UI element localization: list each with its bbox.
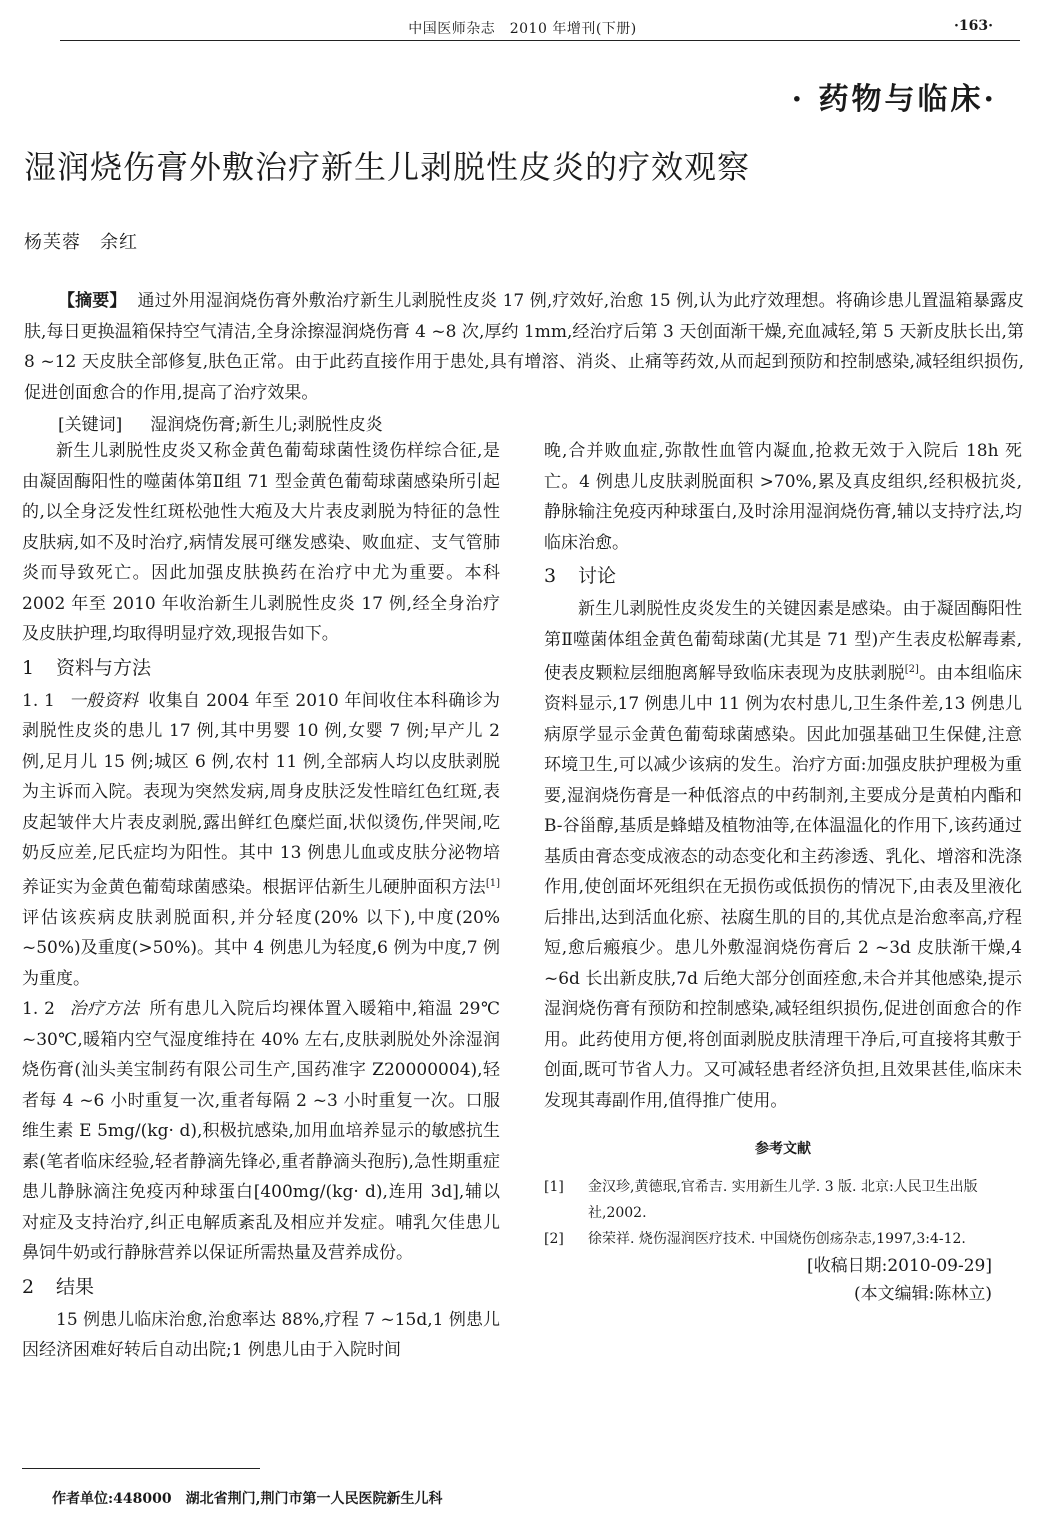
journal-header: 中国医师杂志 2010 年增刊(下册) — [408, 21, 637, 37]
section-2-title: 结果 — [56, 1275, 95, 1298]
page-number: ·163· — [954, 18, 993, 34]
section-1-1-label: 一般资料 — [68, 690, 139, 711]
section-3-text-a: 新生儿剥脱性皮炎发生的关键因素是感染。由于凝固酶阳性第Ⅱ噬菌体组金黄色葡萄球菌(尤其是 71 型)产生表皮松解毒素,使表皮颗粒层细胞离解导致临床表现为皮肤剥脱 — [544, 599, 1022, 684]
article-title: 湿润烧伤膏外敷治疗新生儿剥脱性皮炎的疗效观察 — [24, 148, 751, 186]
footer-rule — [22, 1468, 260, 1469]
section-1-title: 资料与方法 — [56, 656, 152, 679]
references-title: 参考文献 — [755, 1141, 811, 1158]
section-2-number: 2 — [22, 1275, 35, 1298]
section-2-paragraph-a: 15 例患儿临床治愈,治愈率达 88%,疗程 7 ~15d,1 例患儿因经济困难好转后自动出院;1 例患儿由于入院时间 — [22, 1309, 500, 1361]
section-1-2-label: 治疗方法 — [68, 999, 140, 1020]
section-3-text-b: 。由本组临床资料显示,17 例患儿中 11 例为农村患儿,卫生条件差,13 例患儿病原学显示金黄色葡萄球菌感染。因此加强基础卫生保健,注意环境卫生,可以减少该病的发生。治疗方面:加强皮肤护理极为重要,湿润烧伤膏是一种低溶点的中药制剂,主要成分是黄柏内酯和 B-谷甾醇,基质是蜂蜡及植物油等,在体温温化的作用下,该药通过基质由膏态变成液态的动态变化和主药渗透、乳化、增溶和洗涤作用,使创面坏死组织在无损伤或低损伤的情况下,由表及里液化后排出,达到活血化瘀、祛腐生肌的目的,其优点是治愈率高,疗程短,愈后瘢痕少。患儿外敷湿润烧伤膏后 2 ~3d 皮肤渐干燥,4 ~6d 长出新皮肤,7d 后绝大部分创面痊愈,未合并其他感染,提示湿润烧伤膏有预防和控制感染,减轻组织损伤,促进创面愈合的作用。此药使用方便,将创面剥脱皮肤清理干净后,可直接将其敷于创面,既可节省人力。又可减轻患者经济负担,且效果甚佳,临床未发现其毒副作用,值得推广使用。 — [544, 663, 1023, 1111]
section-3-paragraph — [544, 594, 1022, 1116]
section-1-1-paragraph — [22, 686, 500, 995]
reference-number: [1] — [544, 1179, 564, 1196]
author-affiliation: 作者单位:448000 湖北省荆门,荆门市第一人民医院新生儿科 — [52, 1491, 443, 1507]
reference-text: 徐荣祥. 烧伤湿润医疗技术. 中国烧伤创疡杂志,1997,3:4-12. — [588, 1231, 966, 1248]
left-column — [22, 436, 500, 1366]
section-1-1-text-a: 收集自 2004 年至 2010 年间收住本科确诊为剥脱性皮炎的患儿 17 例,其中男婴 10 例,女婴 7 例;早产儿 2 例,足月儿 15 例;城区 6 例,农村 11 例,全部病人均以皮肤剥脱为主诉而入院。表现为突然发病,周身皮肤泛发性暗红色红斑,表皮起皱伴大片表皮剥脱,露出鲜红色糜烂面,状似烫伤,伴哭闹,吃奶反应差,尼氏症均为阳性。其中 13 例患儿血或皮肤分泌物培养证实为金黄色葡萄球菌感染。根据评估新生儿硬肿面积方法 — [22, 690, 500, 898]
section-tag: · 药物与临床· — [791, 82, 997, 117]
keywords-text: 湿润烧伤膏;新生儿;剥脱性皮炎 — [150, 415, 383, 435]
section-1-heading — [22, 652, 500, 684]
article-authors: 杨芙蓉 余红 — [24, 232, 138, 253]
abstract — [24, 286, 1024, 408]
reference-item — [544, 1226, 1022, 1252]
section-1-1-text-b: 评估该疾病皮肤剥脱面积,并分轻度(20% 以下),中度(20% ~50%)及重度(>50%)。其中 4 例患儿为轻度,6 例为中度,7 例为重度。 — [22, 907, 500, 989]
section-2-heading — [22, 1271, 500, 1303]
section-2-paragraph-b: 晚,合并败血症,弥散性血管内凝血,抢救无效于入院后 18h 死亡。4 例患儿皮肤剥脱面积 >70%,累及真皮组织,经积极抗炎,静脉输注免疫丙种球蛋白,及时涂用湿润烧伤膏,辅以支持疗法,均临床治愈。 — [544, 441, 1022, 553]
section-1-2-paragraph — [22, 994, 500, 1269]
received-date: [收稿日期:2010-09-29] — [806, 1256, 992, 1277]
citation-2: [2] — [904, 664, 919, 675]
section-3-title: 讨论 — [578, 565, 617, 587]
editor-note: (本文编辑:陈林立) — [854, 1284, 992, 1305]
section-3-number: 3 — [544, 565, 557, 587]
abstract-text: 通过外用湿润烧伤膏外敷治疗新生儿剥脱性皮炎 17 例,疗效好,治愈 15 例,认为此疗效理想。将确诊患儿置温箱暴露皮肤,每日更换温箱保持空气清洁,全身涂擦湿润烧伤膏 4 ~8 次,厚约 1mm,经治疗后第 3 天创面渐干燥,充血减轻,第 5 天新皮肤长出,第 8 ~12 天皮肤全部修复,肤色正常。由于此药直接作用于患处,具有增溶、消炎、止痛等药效,从而起到预防和控制感染,减轻组织损伤,促进创面愈合的作用,提高了治疗效果。 — [24, 291, 1025, 403]
reference-item — [544, 1174, 1022, 1226]
citation-1: [1] — [485, 877, 500, 889]
section-1-2-number: 1. 2 — [22, 999, 55, 1020]
header-rule — [60, 40, 1020, 41]
keywords — [58, 410, 383, 435]
keywords-label: [关键词] — [58, 415, 123, 435]
section-3-heading — [544, 560, 1022, 592]
reference-text: 金汉珍,黄德珉,官希吉. 实用新生儿学. 3 版. 北京:人民卫生出版社,2002. — [588, 1179, 978, 1222]
right-column — [544, 436, 1022, 1308]
section-1-1-number: 1. 1 — [22, 690, 55, 711]
section-1-number: 1 — [22, 656, 35, 679]
reference-number: [2] — [544, 1231, 564, 1248]
intro-paragraph: 新生儿剥脱性皮炎又称金黄色葡萄球菌性烫伤样综合征,是由凝固酶阳性的噬菌体第Ⅱ组 71 型金黄色葡萄球菌感染所引起的,以全身泛发性红斑松弛性大疱及大片表皮剥脱为特征的急性皮肤病,如不及时治疗,病情发展可继发感染、败血症、支气管肺炎而导致死亡。因此加强皮肤换药在治疗中尤为重要。本科 2002 年至 2010 年收治新生儿剥脱性皮炎 17 例,经全身治疗及皮肤护理,均取得明显疗效,现报告如下。 — [22, 441, 500, 644]
section-1-2-text: 所有患儿入院后均裸体置入暖箱中,箱温 29℃ ~30℃,暖箱内空气湿度维持在 40% 左右,皮肤剥脱处外涂湿润烧伤膏(汕头美宝制药有限公司生产,国药准字 Z20000004),轻者每 4 ~6 小时重复一次,重者每隔 2 ~3 小时重复一次。口服维生素 E 5mg/(kg· d),积极抗感染,加用血培养显示的敏感抗生素(笔者临床经验,轻者静滴先锋必,重者静滴头孢肟),急性期重症患儿静脉滴注免疫丙种球蛋白[400mg/(kg· d),连用 3d],辅以对症及支持治疗,纠正电解质紊乱及相应并发症。哺乳欠佳患儿鼻饲牛奶或行静脉营养以保证所需热量及营养成份。 — [22, 999, 500, 1264]
abstract-label: 【摘要】 — [58, 291, 127, 311]
